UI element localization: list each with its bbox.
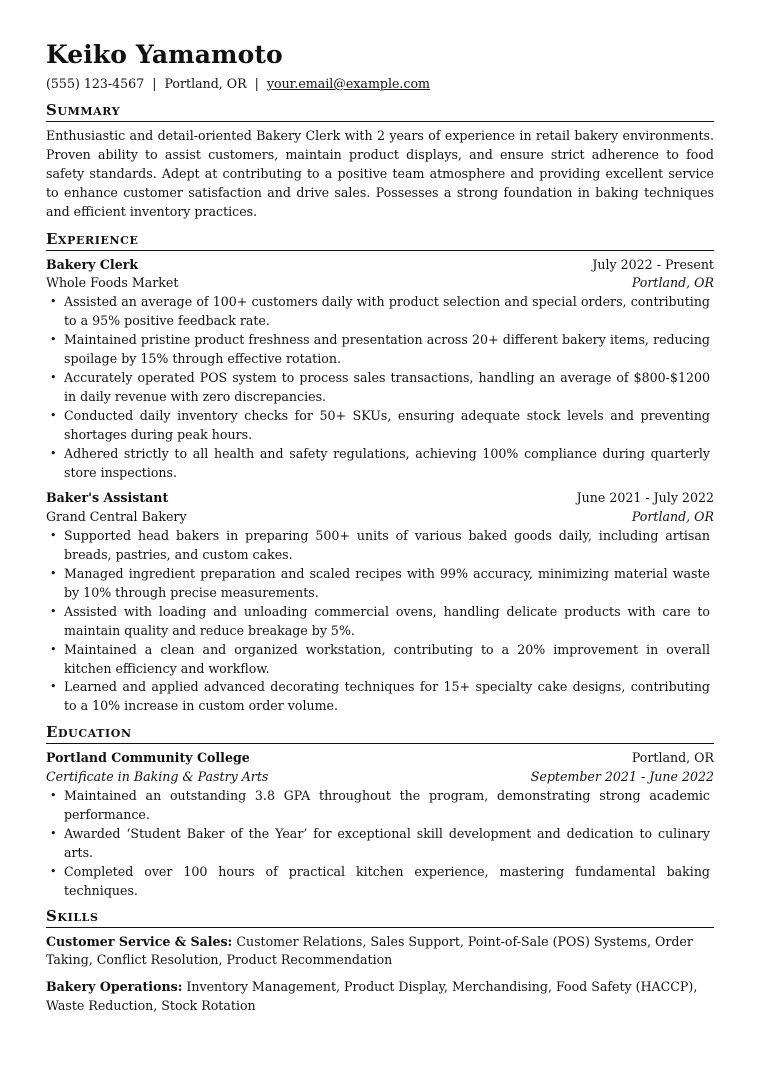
contact-separator: | [254, 76, 259, 91]
email-link[interactable]: your.email@example.com [266, 76, 431, 91]
section-title-skills: Skills [46, 907, 714, 928]
list-item: • Completed over 100 hours of practical kitchen experience, mastering fundamental baking techniques. [64, 863, 714, 901]
skill-group [46, 933, 714, 971]
job-role: Bakery Clerk [46, 256, 139, 272]
education-bullets [46, 787, 714, 900]
skill-group-label: Customer Service & Sales: [46, 933, 233, 949]
job-role: Baker's Assistant [46, 490, 169, 506]
school-location: Portland, OR [631, 750, 714, 766]
job-header [46, 256, 714, 275]
job-header [46, 489, 714, 508]
list-item: • Learned and applied advanced decorating techniques for 15+ specialty cake designs, contributing to a 10% increase in custom order volume. [64, 678, 714, 716]
job-company: Grand Central Bakery [46, 509, 187, 525]
skill-group-items: Inventory Management, Product Display, Merchandising, Food Safety (HACCP), Waste Reduction, Stock Rotation [46, 979, 698, 1014]
skill-group-label: Bakery Operations: [46, 979, 183, 995]
program-name: Certificate in Baking & Pastry Arts [46, 769, 269, 785]
contact-separator: | [152, 76, 157, 91]
phone: (555) 123-4567 [46, 76, 145, 91]
job-location: Portland, OR [631, 275, 714, 291]
education-subheader [46, 768, 714, 787]
contact-line [46, 75, 714, 93]
summary-text: Enthusiastic and detail-oriented Bakery Clerk with 2 years of experience in retail bakery environments. Proven ability to assist customers, maintain product displays, and ensure strict adherence to food safety standards. Adept at contributing to a positive team atmosphere and providing excellent service to enhance customer satisfaction and drive sales. Possesses a strong foundation in baking techniques and efficient inventory practices. [46, 128, 714, 219]
list-item: • Awarded ‘Student Baker of the Year’ for exceptional skill development and dedication to culinary arts. [64, 825, 714, 863]
list-item: • Maintained an outstanding 3.8 GPA throughout the program, demonstrating strong academic performance. [64, 787, 714, 825]
list-item: • Adhered strictly to all health and safety regulations, achieving 100% compliance during quarterly store inspections. [64, 445, 714, 483]
education-dates: September 2021 - June 2022 [530, 769, 714, 785]
list-item: • Supported head bakers in preparing 500+ units of various baked goods daily, including artisan breads, pastries, and custom cakes. [64, 527, 714, 565]
list-item: • Assisted an average of 100+ customers daily with product selection and special orders, contributing to a 95% positive feedback rate. [64, 293, 714, 331]
skill-group [46, 978, 714, 1016]
section-title-experience: Experience [46, 230, 714, 251]
candidate-name: Keiko Yamamoto [46, 40, 283, 69]
job-dates: June 2021 - July 2022 [576, 490, 714, 506]
skill-group-items: Customer Relations, Sales Support, Point-of-Sale (POS) Systems, Order Taking, Conflict Resolution, Product Recommendation [46, 933, 693, 968]
education-header [46, 749, 714, 768]
location: Portland, OR [164, 76, 247, 91]
list-item: • Conducted daily inventory checks for 50+ SKUs, ensuring adequate stock levels and preventing shortages during peak hours. [64, 407, 714, 445]
list-item: • Maintained pristine product freshness and presentation across 20+ different bakery items, reducing spoilage by 15% through effective rotation. [64, 331, 714, 369]
job-entry [46, 489, 714, 716]
job-bullets [46, 527, 714, 716]
list-item: • Managed ingredient preparation and scaled recipes with 99% accuracy, minimizing material waste by 10% through precise measurements. [64, 565, 714, 603]
job-dates: July 2022 - Present [592, 256, 714, 272]
job-company: Whole Foods Market [46, 275, 179, 291]
job-entry [46, 256, 714, 483]
section-title-summary: Summary [46, 101, 714, 122]
list-item: • Accurately operated POS system to process sales transactions, handling an average of $800-$1200 in daily revenue with zero discrepancies. [64, 369, 714, 407]
job-subheader [46, 508, 714, 527]
list-item: • Maintained a clean and organized workstation, contributing to a 20% improvement in overall kitchen efficiency and workflow. [64, 641, 714, 679]
list-item: • Assisted with loading and unloading commercial ovens, handling delicate products with care to maintain quality and reduce breakage by 5%. [64, 603, 714, 641]
job-bullets [46, 293, 714, 482]
job-subheader [46, 274, 714, 293]
school-name: Portland Community College [46, 750, 250, 766]
education-entry [46, 749, 714, 900]
section-title-education: Education [46, 723, 714, 744]
job-location: Portland, OR [631, 509, 714, 525]
